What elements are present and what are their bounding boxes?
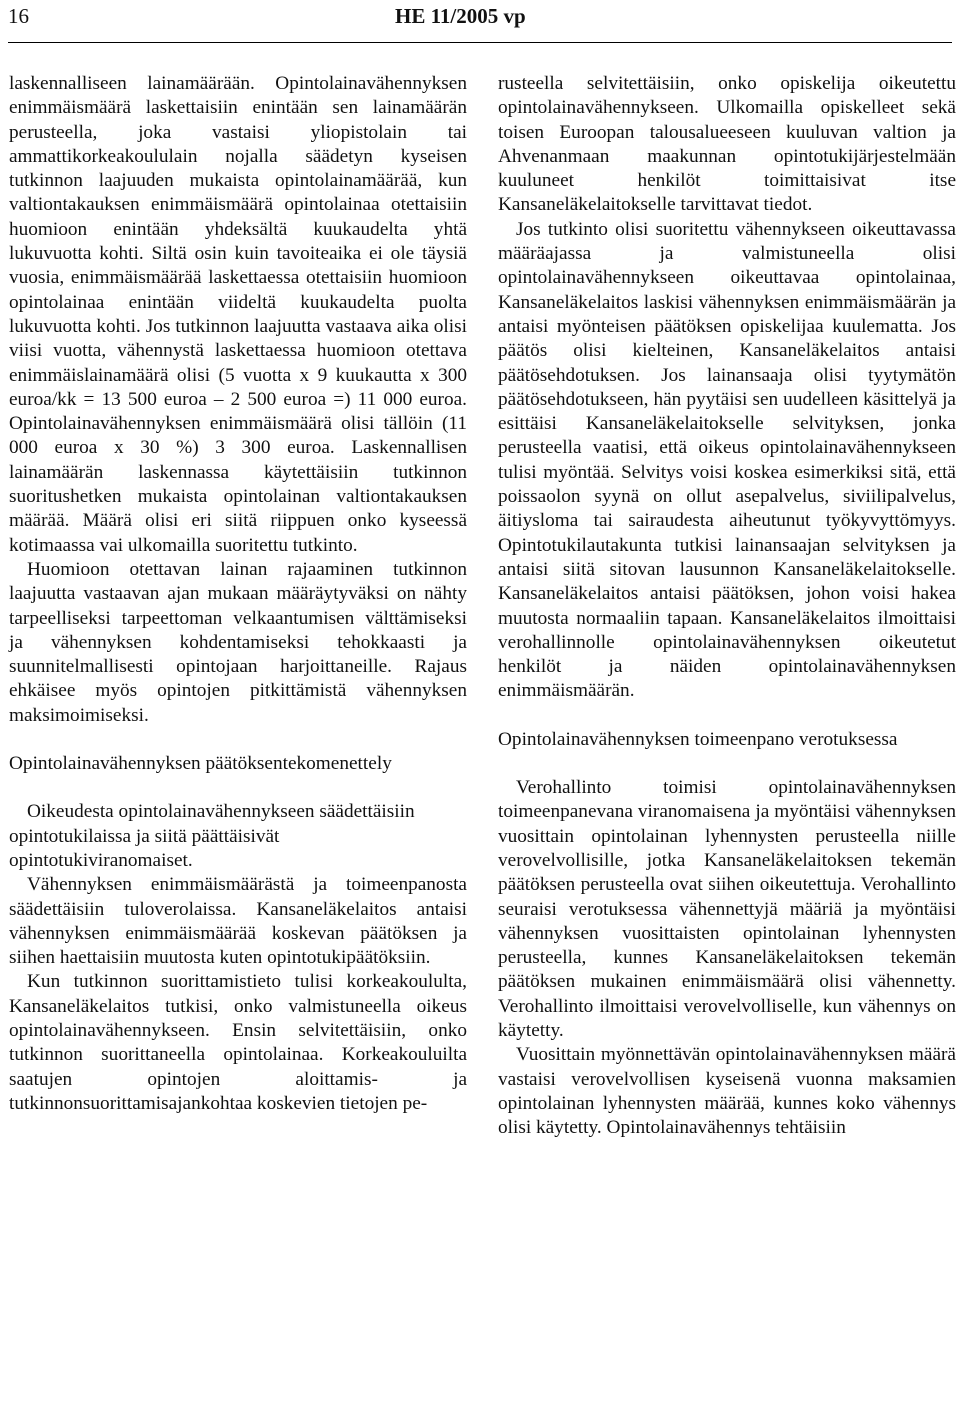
paragraph: Vähennyksen enimmäismäärästä ja toimeenpanosta säädettäisiin tuloverolaissa. Kansaneläkelaitos antaisi vähennyksen enimmäismäärää koskevan päätöksen ja siihen haettaisiin muutosta kuten opintotukipäätöksiin.	[9, 874, 467, 969]
section-heading: Opintolainavähennyksen päätöksentekomenettely	[9, 753, 392, 775]
paragraph: Verohallinto toimisi opintolainavähennyksen toimeenpanevana viranomaisena ja myöntäisi vähennyksen vuosittain opintolainan lyhennysten perusteella niille verovelvollisille, jotka Kansaneläkelaitoksen tekemän päätöksen perusteella ovat siihen oikeutettuja. Verohallinto seuraisi verotuksessa vähennettyjä määriä ja myöntäisi vähennyksen vuosittaisten opintolainan lyhennysten perusteella, kunnes Kansaneläkelaitoksen tekemän päätöksen mukainen enimmäismäärä olisi vähennetty. Verohallinto ilmoittaisi verovelvolliselle, kun vähennys on käytetty.	[498, 777, 956, 1041]
subsection-heading: Oikeudesta opintolainavähennykseen säädettäisiin opintotukilaissa ja siitä päättäisivät opintotukiviranomaiset.	[9, 801, 415, 871]
page-header	[0, 0, 960, 44]
paragraph: rusteella selvitettäisiin, onko opiskelija oikeutettu opintolainavähennykseen. Ulkomailla opiskelleet sekä toisen Euroopan talousalueeseen kuuluvan valtion ja Ahvenanmaan maakunnan opintotukijärjestelmään kuuluneet henkilöt toimittaisivat itse Kansaneläkelaitokselle tarvittavat tiedot.	[498, 73, 956, 216]
paragraph: Vuosittain myönnettävän opintolainavähennyksen määrä vastaisi verovelvollisen kyseisenä vuonna maksamien opintolainan lyhennysten määrää, kunnes koko vähennys olisi käytetty. Opintolainavähennys tehtäisiin	[498, 1044, 956, 1139]
paragraph: laskennalliseen lainamäärään. Opintolainavähennyksen enimmäismäärä laskettaisiin enintään sen lainamäärän perusteella, joka vastaisi yliopistolain tai ammattikorkeakoululain nojalla säädetyn kyseisen tutkinnon laajuuden mukaista opintolainamäärää, kun valtiontakauksen enimmäismäärä opintolainaa otettaisiin huomioon enintään yhdeksältä kuukaudelta yhtä lukuvuotta kohti. Siltä osin kuin tavoiteaika ei ole täysiä vuosia, enimmäismäärää laskettaessa otettaisiin huomioon opintolainaa enintään viideltä kuukaudelta puolta lukuvuotta kohti. Jos tutkinnon laajuutta vastaava aika olisi viisi vuotta, vähennystä laskettaessa huomioon otettava enimmäislainamäärä olisi (5 vuotta x 9 kuukautta x 300 euroa/kk = 13 500 euroa – 2 500 euroa =) 11 000 euroa. Opintolainavähennyksen enimmäismäärä olisi tällöin (11 000 euroa x 30 %) 3 300 euroa. Laskennallisen lainamäärän laskennassa käytettäisiin tutkinnon suoritushetken mukaista opintolainan valtiontakauksen määrää. Määrä olisi eri siitä riippuen onko kyseessä kotimaassa vai ulkomailla suoritettu tutkinto.	[9, 73, 467, 556]
right-column	[498, 72, 956, 1140]
header-rule	[8, 42, 952, 43]
paragraph: Kun tutkinnon suorittamistieto tulisi korkeakoululta, Kansaneläkelaitos tutkisi, onko valmistuneella oikeus opintolainavähennykseen. Ensin selvitettäisiin, onko tutkinnon suorittaneella opintolainaa. Korkeakouluilta saatujen opintojen aloittamis- ja tutkinnonsuorittamisajankohtaa koskevien tietojen pe-	[9, 971, 467, 1114]
paragraph: Jos tutkinto olisi suoritettu vähennykseen oikeuttavassa määräajassa ja valmistuneella olisi opintolainavähennykseen oikeuttavaa opintolainaa, Kansaneläkelaitos laskisi vähennyksen enimmäismäärän ja antaisi myönteisen päätöksen opiskelijaa kuulematta. Jos päätös olisi kielteinen, Kansaneläkelaitos antaisi päätösehdotuksen. Jos lainansaaja olisi tyytymätön päätösehdotukseen, hän pyytäisi sen uudelleen käsittelyä ja esittäisi Kansaneläkelaitokselle selvityksen, jonka perusteella vaatisi, että oikeus opintolainavähennykseen tulisi myöntää. Selvitys voisi koskea esimerkiksi sitä, että poissaolon syynä on ollut asepalvelus, siviilipalvelus, äitiysloma tai sairaudesta aiheutunut työkyvyttömyys. Opintotukilautakunta tutkisi lainansaajan selvityksen ja antaisi siitä sitovan lausunnon Kansaneläkelaitokselle. Kansaneläkelaitos antaisi päätöksen, johon voisi hakea muutosta normaaliin tapaan. Kansaneläkelaitos ilmoittaisi verohallinnolle opintolainavähennyksen oikeutetut henkilöt ja näiden opintolainavähennyksen enimmäismäärän.	[498, 218, 956, 702]
paragraph: Huomioon otettavan lainan rajaaminen tutkinnon laajuutta vastaavan ajan mukaan määräytyväksi on nähty tarpeelliseksi tarpeettoman velkaantumisen välttämiseksi ja vähennyksen kohdentamiseksi tehokkaasti ja suunnitelmallisesti opintojaan harjoittaneille. Rajaus ehkäisee myös opintojen pitkittämistä vähennyksen maksimoimiseksi.	[9, 558, 467, 726]
section-heading: Opintolainavähennyksen toimeenpano verotuksessa	[498, 728, 898, 750]
left-column	[9, 72, 467, 1116]
page-number: 16	[8, 4, 29, 28]
document-id: HE 11/2005 vp	[395, 4, 526, 28]
